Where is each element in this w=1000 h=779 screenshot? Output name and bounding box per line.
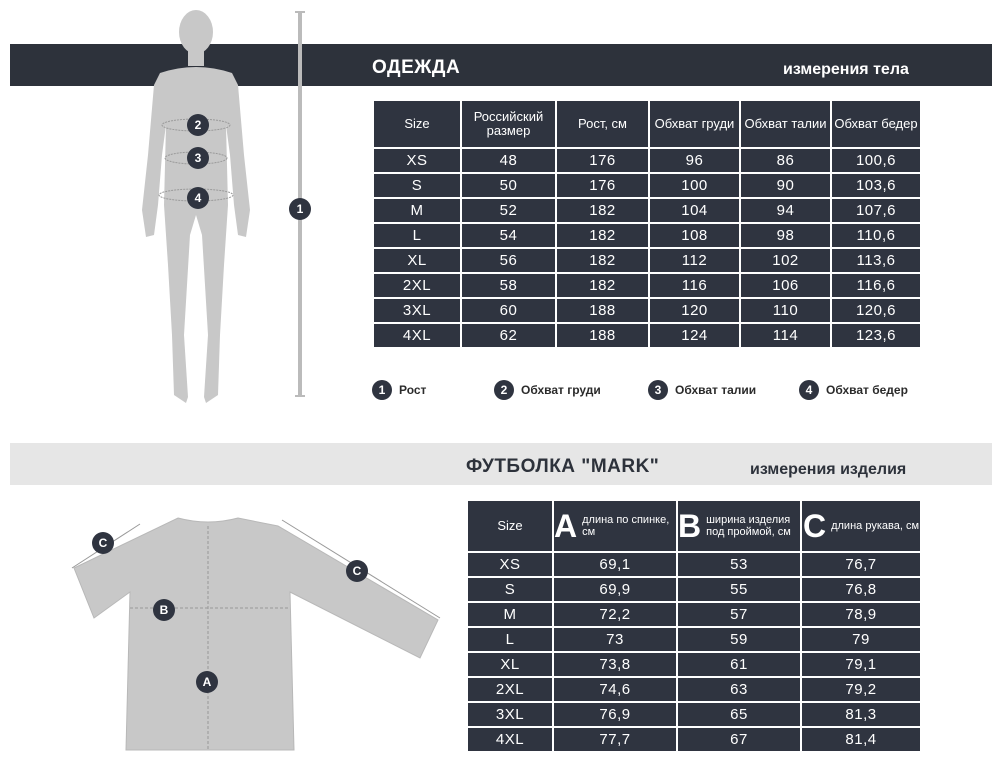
legend-label: Обхват груди: [521, 383, 601, 397]
cell: S: [467, 577, 553, 602]
tshirt-figure: [68, 510, 448, 760]
table-row: [467, 602, 921, 627]
legend-label: Рост: [399, 383, 427, 397]
header-letter: A: [554, 508, 578, 544]
cell: 114: [740, 323, 831, 348]
table-row: [467, 627, 921, 652]
cell: L: [467, 627, 553, 652]
chest-marker: 2: [187, 114, 209, 136]
cell: 182: [556, 273, 649, 298]
cell: 102: [740, 248, 831, 273]
cell: 69,1: [553, 552, 677, 577]
cell: XS: [467, 552, 553, 577]
cell: 78,9: [801, 602, 921, 627]
cell: 55: [677, 577, 801, 602]
tshirt-title: ФУТБОЛКА "MARK": [466, 456, 660, 477]
cell: 54: [461, 223, 556, 248]
cell: XL: [467, 652, 553, 677]
cell: 106: [740, 273, 831, 298]
header-cell: Российский размер: [461, 100, 556, 148]
cell: XL: [373, 248, 461, 273]
table-row: [373, 223, 921, 248]
cell: 94: [740, 198, 831, 223]
table-row: [467, 552, 921, 577]
cell: 76,8: [801, 577, 921, 602]
header-label: Size: [497, 518, 523, 533]
cell: 124: [649, 323, 740, 348]
header-cell: Обхват груди: [649, 100, 740, 148]
cell: 67: [677, 727, 801, 752]
cell: 100,6: [831, 148, 921, 173]
cell: 110,6: [831, 223, 921, 248]
cell: 100: [649, 173, 740, 198]
table-header-row: [373, 100, 921, 148]
header-cell: Рост, см: [556, 100, 649, 148]
table-row: [373, 148, 921, 173]
header-letter: C: [802, 508, 827, 544]
cell: 81,3: [801, 702, 921, 727]
cell: 63: [677, 677, 801, 702]
legend-marker: 3: [648, 380, 668, 400]
cell: 107,6: [831, 198, 921, 223]
table-row: [467, 652, 921, 677]
cell: 79,2: [801, 677, 921, 702]
table-row: [373, 173, 921, 198]
legend-marker: 1: [372, 380, 392, 400]
cell: 108: [649, 223, 740, 248]
legend-item-hips: [799, 380, 908, 400]
header-letter: B: [678, 508, 702, 544]
cell: 176: [556, 173, 649, 198]
cell: 104: [649, 198, 740, 223]
table-row: [373, 323, 921, 348]
table-row: [467, 677, 921, 702]
table-row: [467, 577, 921, 602]
body-measurements-table: [372, 99, 922, 349]
legend-item-waist: [648, 380, 756, 400]
legend-marker: 2: [494, 380, 514, 400]
cell: 86: [740, 148, 831, 173]
tshirt-subtitle: измерения изделия: [750, 461, 907, 478]
cell: 2XL: [467, 677, 553, 702]
cell: 79: [801, 627, 921, 652]
cell: 73: [553, 627, 677, 652]
table-row: [373, 298, 921, 323]
header-cell: [467, 500, 553, 552]
cell: M: [467, 602, 553, 627]
cell: 103,6: [831, 173, 921, 198]
cell: 77,7: [553, 727, 677, 752]
table-header-row: [467, 500, 921, 552]
sleeve-marker-left: C: [92, 532, 114, 554]
cell: 120,6: [831, 298, 921, 323]
header-label: длина по спинке, см: [582, 514, 670, 538]
cell: 2XL: [373, 273, 461, 298]
cell: 56: [461, 248, 556, 273]
header-label: ширина изделия под проймой, см: [706, 514, 791, 538]
cell: 72,2: [553, 602, 677, 627]
table-row: [373, 248, 921, 273]
cell: 3XL: [373, 298, 461, 323]
clothing-title: ОДЕЖДА: [372, 57, 461, 78]
garment-measurements-table: [466, 499, 922, 753]
header-cell: Size: [373, 100, 461, 148]
cell: 61: [677, 652, 801, 677]
cell: 59: [677, 627, 801, 652]
cell: 188: [556, 323, 649, 348]
cell: 81,4: [801, 727, 921, 752]
cell: 65: [677, 702, 801, 727]
header-cell: Обхват талии: [740, 100, 831, 148]
cell: 116: [649, 273, 740, 298]
header-label: длина рукава, см: [831, 520, 920, 532]
cell: 116,6: [831, 273, 921, 298]
cell: XS: [373, 148, 461, 173]
width-marker: B: [153, 599, 175, 621]
cell: 98: [740, 223, 831, 248]
header-cell: [553, 500, 677, 552]
legend-label: Обхват бедер: [826, 383, 908, 397]
cell: 182: [556, 223, 649, 248]
legend-item-chest: [494, 380, 601, 400]
cell: 176: [556, 148, 649, 173]
cell: 182: [556, 198, 649, 223]
cell: 53: [677, 552, 801, 577]
legend-item-height: [372, 380, 426, 400]
cell: 123,6: [831, 323, 921, 348]
header-cell: Обхват бедер: [831, 100, 921, 148]
cell: S: [373, 173, 461, 198]
table-row: [467, 702, 921, 727]
legend-label: Обхват талии: [675, 383, 757, 397]
table-row: [373, 273, 921, 298]
cell: 4XL: [373, 323, 461, 348]
cell: 52: [461, 198, 556, 223]
cell: 62: [461, 323, 556, 348]
cell: 58: [461, 273, 556, 298]
length-marker: A: [196, 671, 218, 693]
cell: 90: [740, 173, 831, 198]
cell: 48: [461, 148, 556, 173]
cell: 188: [556, 298, 649, 323]
cell: 57: [677, 602, 801, 627]
cell: 182: [556, 248, 649, 273]
cell: 50: [461, 173, 556, 198]
legend-marker: 4: [799, 380, 819, 400]
cell: 112: [649, 248, 740, 273]
sleeve-marker-right: C: [346, 560, 368, 582]
hips-marker: 4: [187, 187, 209, 209]
cell: 3XL: [467, 702, 553, 727]
clothing-subtitle: измерения тела: [783, 61, 909, 78]
cell: 4XL: [467, 727, 553, 752]
cell: 79,1: [801, 652, 921, 677]
cell: L: [373, 223, 461, 248]
table-row: [373, 198, 921, 223]
cell: 76,9: [553, 702, 677, 727]
table-row: [467, 727, 921, 752]
waist-marker: 3: [187, 147, 209, 169]
cell: 74,6: [553, 677, 677, 702]
cell: 113,6: [831, 248, 921, 273]
cell: 60: [461, 298, 556, 323]
cell: 120: [649, 298, 740, 323]
header-cell: [677, 500, 801, 552]
cell: 96: [649, 148, 740, 173]
cell: 69,9: [553, 577, 677, 602]
cell: 76,7: [801, 552, 921, 577]
height-marker: 1: [289, 198, 311, 220]
cell: 73,8: [553, 652, 677, 677]
cell: 110: [740, 298, 831, 323]
cell: M: [373, 198, 461, 223]
header-cell: [801, 500, 921, 552]
